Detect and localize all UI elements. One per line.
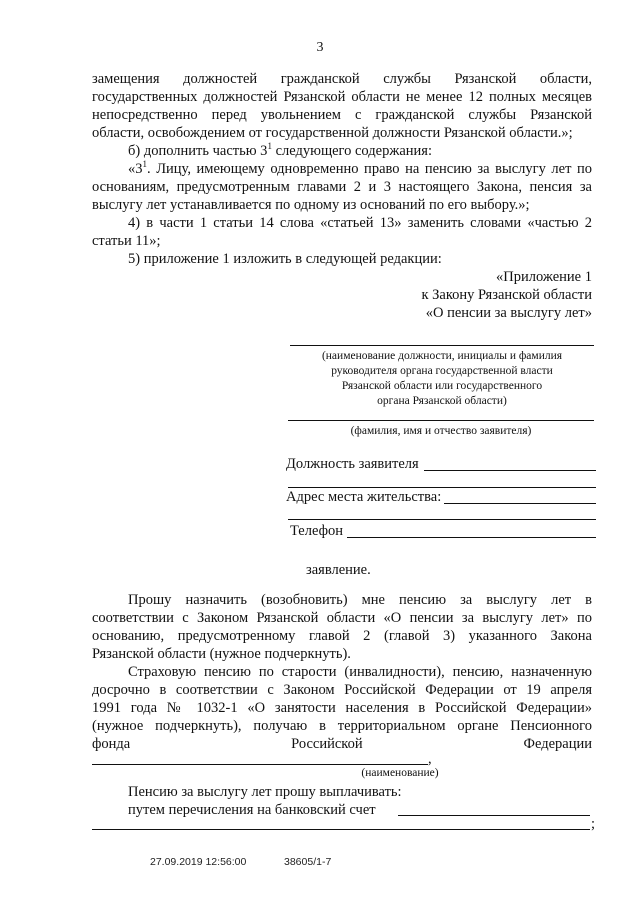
statement-title: заявление. (306, 562, 371, 578)
p1-line-2: соответствии с Законом Рязанской области «О пенсии за выслугу лет» по (92, 610, 592, 626)
addressee-caption-3: Рязанской области или государственного (341, 380, 543, 392)
p2-line-3: 1991 года № 1032-1 «О занятости населения в Российской Федерации» (92, 700, 592, 716)
bank-account-line (398, 815, 590, 816)
p1-line-3: основанию, предусмотренному главой 2 (главой 3) указанного Закона (92, 628, 592, 644)
addressee-line (290, 345, 594, 346)
p2-line-4: (нужное подчеркнуть), получаю в территориальном органе Пенсионного (92, 718, 592, 734)
addressee-caption-4: органа Рязанской области) (377, 395, 507, 407)
footer-doc-id: 38605/1-7 (284, 856, 332, 868)
name-caption: (наименование) (361, 767, 439, 779)
text-line-3: непосредственно перед увольнением с гражданской службы Рязанской (92, 107, 592, 123)
pension-fund-name-line (92, 764, 428, 765)
text-line-1: замещения должностей гражданской службы Рязанской области, (92, 71, 592, 87)
addressee-caption-1: (наименование должности, инициалы и фамилия (321, 350, 563, 362)
applicant-name-line (288, 420, 594, 421)
text-line-11: 5) приложение 1 изложить в следующей редакции: (128, 251, 442, 267)
address-field-line (444, 503, 596, 504)
p2-line-2: досрочно в соответствии с Законом Российской Федерации от 19 апреля (92, 682, 592, 698)
footer-timestamp: 27.09.2019 12:56:00 (150, 856, 247, 868)
p3-line-2: путем перечисления на банковский счет (128, 802, 376, 818)
address-field-line-2 (288, 519, 596, 520)
p3-line-1: Пенсию за выслугу лет прошу выплачивать: (128, 784, 402, 800)
phone-label: Телефон (290, 523, 343, 539)
page-number: 3 (316, 40, 324, 55)
p1-line-4: Рязанской области (нужное подчеркнуть). (92, 646, 351, 662)
appendix-header-line-1: «Приложение 1 (496, 269, 592, 285)
pension-fund-line-end: , (428, 751, 432, 767)
bank-account-line-end: ; (591, 816, 596, 832)
text-line-9: 4) в части 1 статьи 14 слова «статьей 13» заменить словами «частью 2 (128, 215, 592, 231)
text-line-7: основаниям, предусмотренным главами 2 и 3 настоящего Закона, пенсия за (92, 179, 592, 195)
text-line-10: статьи 11»; (92, 233, 161, 249)
applicant-caption: (фамилия, имя и отчество заявителя) (350, 425, 532, 437)
p2-line-5: фонда Российской Федерации (92, 736, 592, 752)
text-line-2: государственных должностей Рязанской области не менее 12 полных месяцев (92, 89, 592, 105)
text-line-5: б) дополнить частью $3^1$ следующего содержания: (128, 141, 433, 159)
text-line-6: «$3^1$. Лицу, имеющему одновременно право на пенсию за выслугу лет по (128, 159, 592, 177)
phone-field-line (347, 537, 596, 538)
address-label: Адрес места жительства: (286, 489, 442, 505)
p2-line-1: Страховую пенсию по старости (инвалидности), пенсию, назначенную (128, 664, 592, 680)
appendix-header-line-2: к Закону Рязанской области (421, 287, 592, 303)
text-line-8: выслугу лет устанавливается по одному из оснований по его выбору.»; (92, 197, 530, 213)
addressee-caption-2: руководителя органа государственной власти (331, 365, 553, 377)
text-line-4: области, освобождением от государственной должности Рязанской области.»; (92, 125, 573, 141)
position-field-line (424, 470, 596, 471)
appendix-header-line-3: «О пенсии за выслугу лет» (425, 305, 592, 321)
bank-account-line-2 (92, 829, 590, 830)
position-label: Должность заявителя (286, 456, 419, 472)
p1-line-1: Прошу назначить (возобновить) мне пенсию за выслугу лет в (128, 592, 592, 608)
